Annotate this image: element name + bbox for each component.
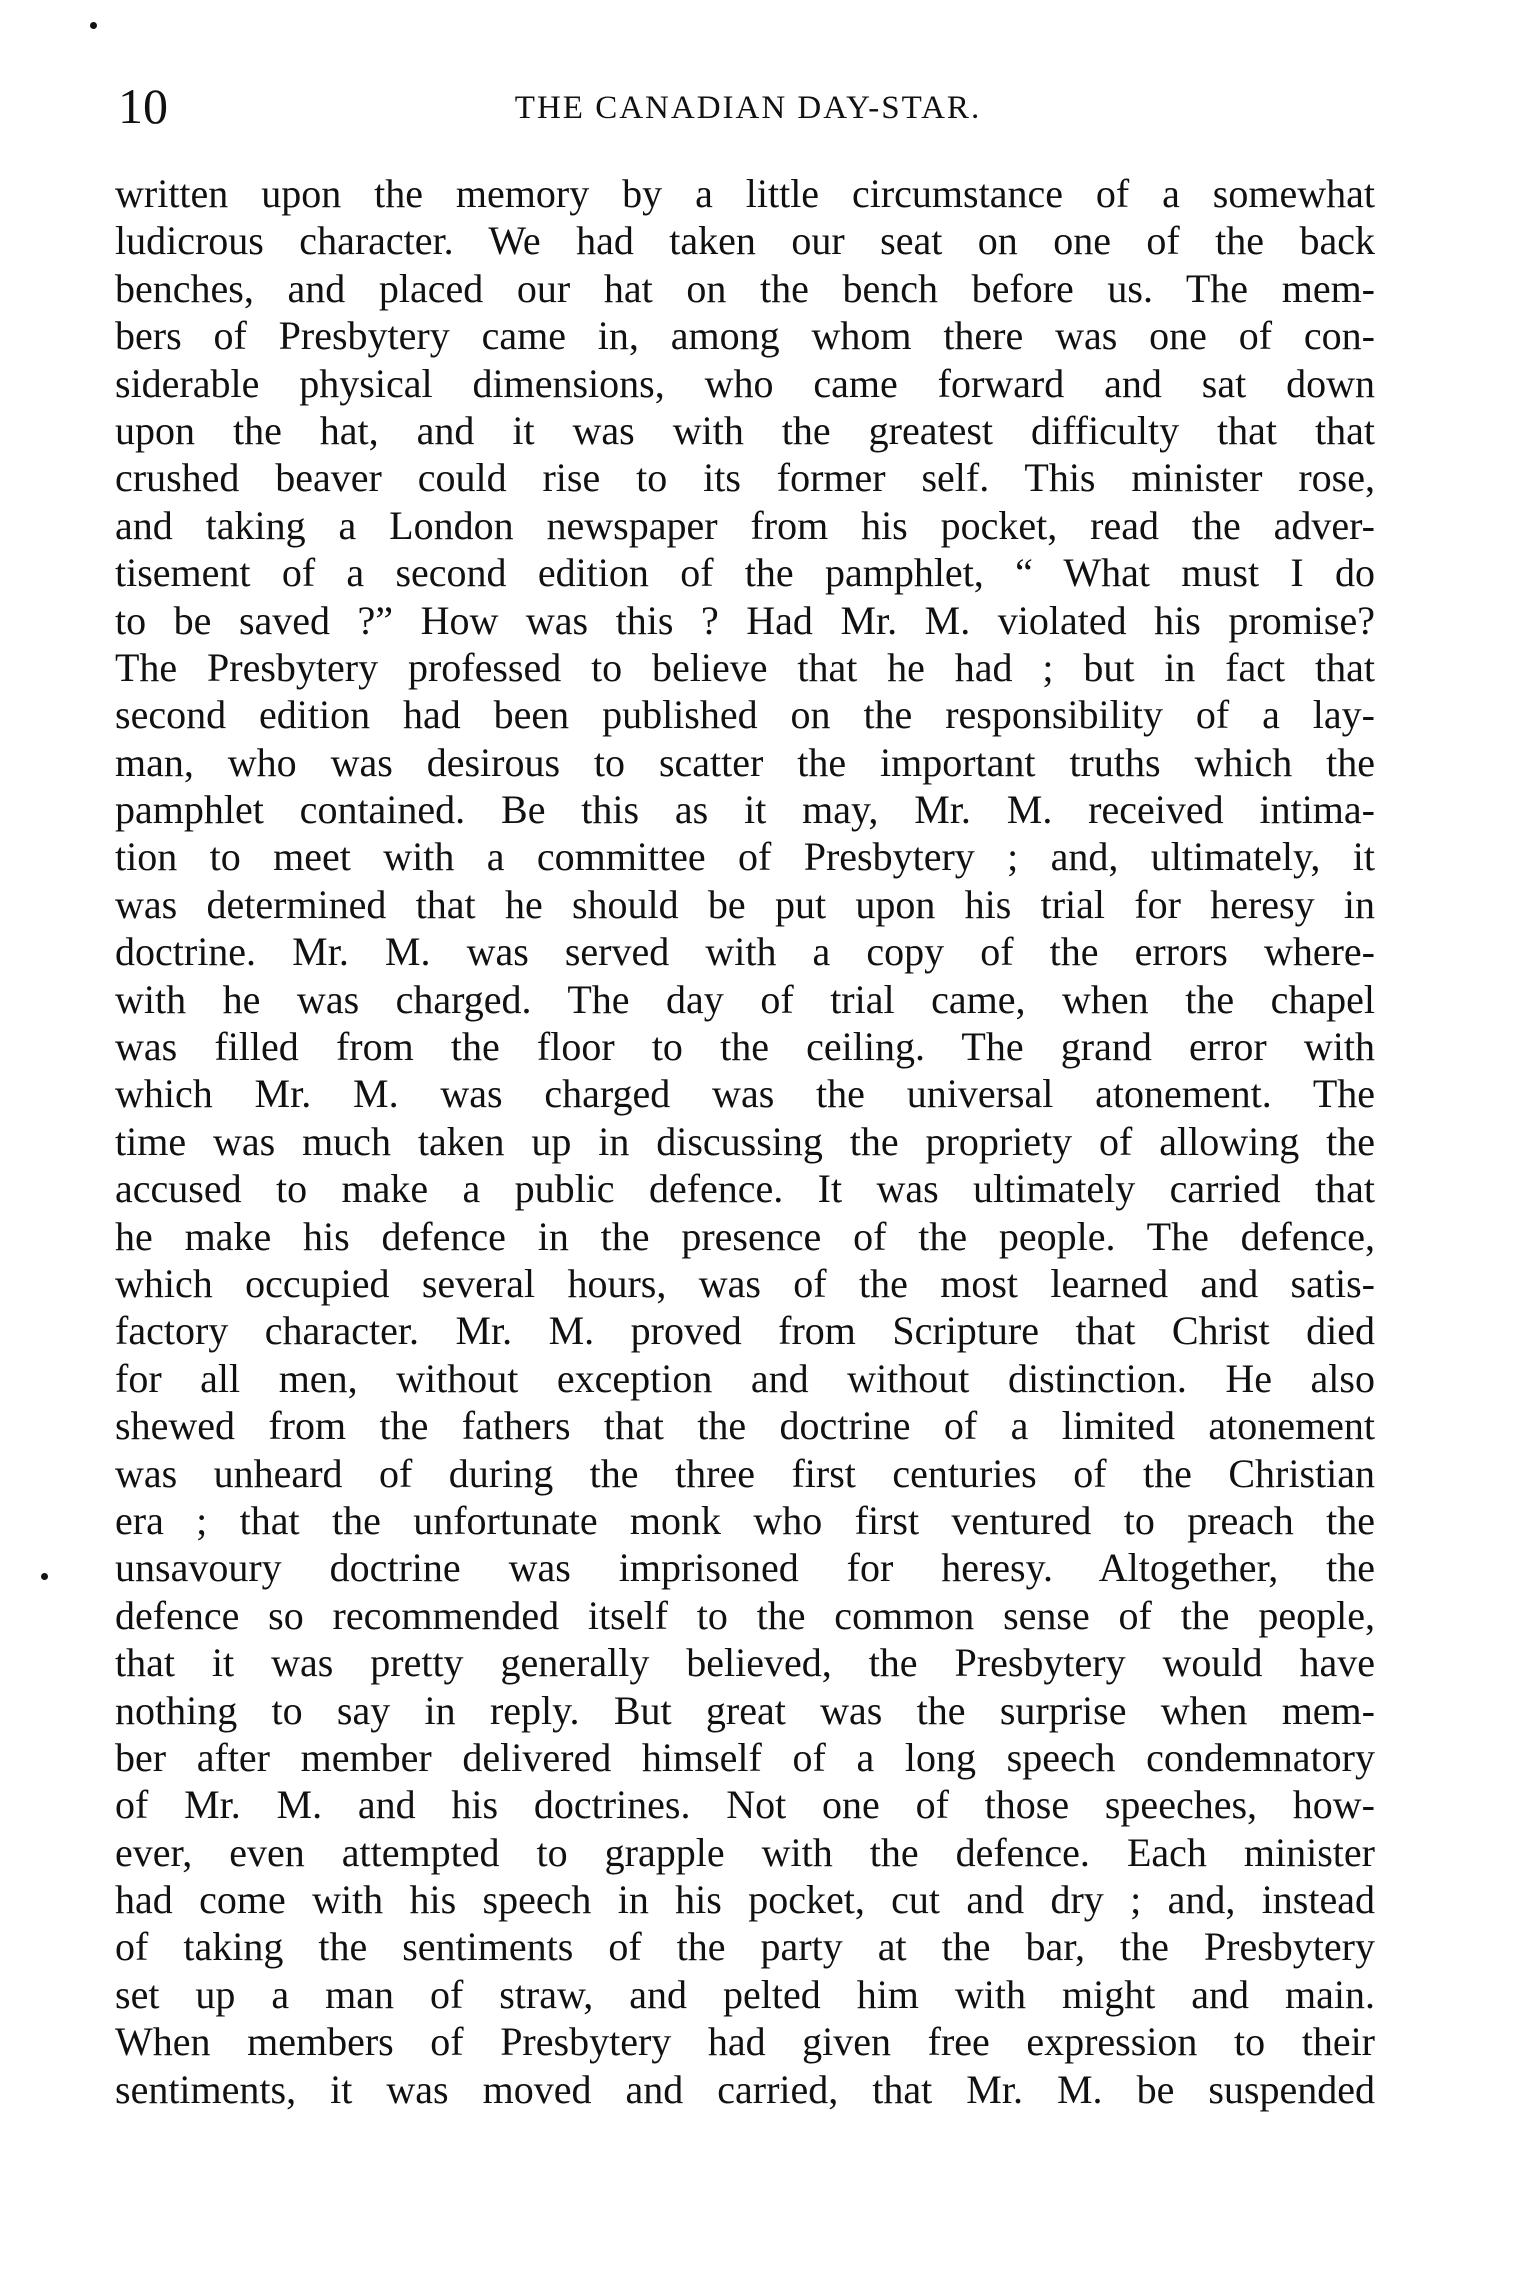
text-line: nothing to say in reply. But great was the surprise when mem- — [115, 1687, 1375, 1733]
text-line: tisement of a second edition of the pamphlet, “ What must I do — [115, 550, 1375, 596]
text-line: ludicrous character. We had taken our seat on one of the back — [115, 218, 1375, 264]
text-line: was determined that he should be put upon his trial for heresy in — [115, 881, 1375, 927]
text-line: sentiments, it was moved and carried, that Mr. M. be suspended — [115, 2066, 1375, 2112]
text-line: of Mr. M. and his doctrines. Not one of those speeches, how- — [115, 1782, 1375, 1828]
running-title: THE CANADIAN DAY-STAR. — [514, 90, 982, 126]
print-speck — [90, 22, 97, 29]
page-header — [118, 66, 1378, 146]
text-line: written upon the memory by a little circumstance of a somewhat — [115, 171, 1375, 216]
text-line: When members of Presbytery had given free expression to their — [115, 2019, 1375, 2065]
text-line: ber after member delivered himself of a long speech condemnatory — [115, 1734, 1375, 1780]
text-line: to be saved ?” How was this ? Had Mr. M. violated his promise? — [115, 597, 1375, 643]
text-line: shewed from the fathers that the doctrine of a limited atonement — [115, 1403, 1375, 1449]
text-line: was filled from the floor to the ceiling. The grand error with — [115, 1024, 1375, 1070]
page-number: 10 — [118, 78, 168, 134]
text-line: for all men, without exception and without distinction. He also — [115, 1355, 1375, 1401]
text-line: defence so recommended itself to the common sense of the people, — [115, 1592, 1375, 1638]
text-line: had come with his speech in his pocket, cut and dry ; and, instead — [115, 1877, 1375, 1923]
text-line: The Presbytery professed to believe that he had ; but in fact that — [115, 644, 1375, 690]
text-line: era ; that the unfortunate monk who first ventured to preach the — [115, 1497, 1375, 1543]
print-speck — [41, 1573, 48, 1580]
text-line: factory character. Mr. M. proved from Scripture that Christ died — [115, 1308, 1375, 1354]
text-line: and taking a London newspaper from his pocket, read the adver- — [115, 502, 1375, 548]
text-line: of taking the sentiments of the party at the bar, the Presbytery — [115, 1924, 1375, 1970]
text-line: tion to meet with a committee of Presbytery ; and, ultimately, it — [115, 834, 1375, 880]
body-text — [115, 170, 1375, 2113]
text-line: man, who was desirous to scatter the important truths which the — [115, 739, 1375, 785]
text-line: ever, even attempted to grapple with the defence. Each minister — [115, 1829, 1375, 1875]
text-line: with he was charged. The day of trial came, when the chapel — [115, 976, 1375, 1022]
text-line: pamphlet contained. Be this as it may, Mr. M. received intima- — [115, 787, 1375, 833]
text-line: accused to make a public defence. It was ultimately carried that — [115, 1166, 1375, 1212]
text-line: time was much taken up in discussing the propriety of allowing the — [115, 1118, 1375, 1164]
text-line: was unheard of during the three first centuries of the Christian — [115, 1450, 1375, 1496]
text-line: which Mr. M. was charged was the universal atonement. The — [115, 1071, 1375, 1117]
text-line: set up a man of straw, and pelted him with might and main. — [115, 1971, 1375, 2017]
text-line: unsavoury doctrine was imprisoned for heresy. Altogether, the — [115, 1545, 1375, 1591]
text-line: second edition had been published on the responsibility of a lay- — [115, 692, 1375, 738]
text-line: crushed beaver could rise to its former self. This minister rose, — [115, 455, 1375, 501]
text-line: which occupied several hours, was of the most learned and satis- — [115, 1260, 1375, 1306]
text-line: upon the hat, and it was with the greatest difficulty that that — [115, 407, 1375, 453]
text-line: doctrine. Mr. M. was served with a copy of the errors where- — [115, 929, 1375, 975]
text-line: siderable physical dimensions, who came forward and sat down — [115, 360, 1375, 406]
text-line: benches, and placed our hat on the bench before us. The mem- — [115, 265, 1375, 311]
text-line: bers of Presbytery came in, among whom there was one of con- — [115, 313, 1375, 359]
text-line: he make his defence in the presence of the people. The defence, — [115, 1213, 1375, 1259]
text-line: that it was pretty generally believed, the Presbytery would have — [115, 1640, 1375, 1686]
